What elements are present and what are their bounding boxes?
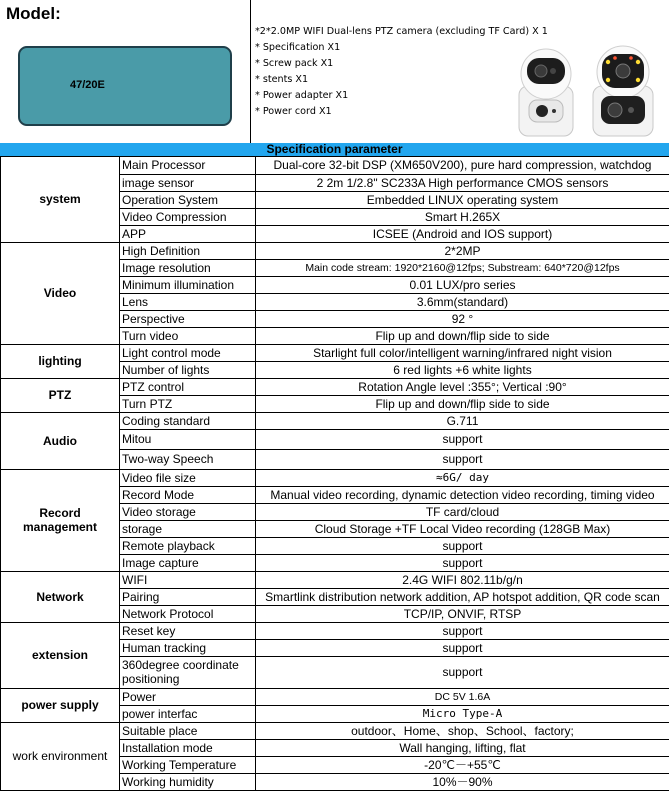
item-cell: Remote playback — [120, 537, 256, 554]
item-cell: Image capture — [120, 554, 256, 571]
category-cell: Audio — [1, 412, 120, 469]
value-cell: Wall hanging, lifting, flat — [256, 739, 669, 756]
item-cell: Installation mode — [120, 739, 256, 756]
value-cell: Main code stream: 1920*2160@12fps; Substream: 640*720@12fps — [256, 259, 669, 276]
value-cell: 6 red lights +6 white lights — [256, 361, 669, 378]
value-cell: G.711 — [256, 412, 669, 429]
model-code: 47/20E — [70, 79, 105, 91]
value-cell: 92 ° — [256, 310, 669, 327]
item-cell: Coding standard — [120, 412, 256, 429]
value-cell: Smartlink distribution network addition, AP hotspot addition, QR code scan — [256, 588, 669, 605]
item-cell: Human tracking — [120, 639, 256, 656]
item-cell: Record Mode — [120, 486, 256, 503]
model-cell — [0, 0, 251, 143]
package-item: * Power cord X1 — [255, 106, 332, 117]
spec-table — [0, 157, 669, 791]
item-cell: Reset key — [120, 622, 256, 639]
category-cell: lighting — [1, 344, 120, 378]
item-cell: Working humidity — [120, 773, 256, 790]
item-cell: storage — [120, 520, 256, 537]
item-cell: Mitou — [120, 429, 256, 449]
item-cell: Working Temperature — [120, 756, 256, 773]
value-cell: Cloud Storage +TF Local Video recording (128GB Max) — [256, 520, 669, 537]
item-cell: Suitable place — [120, 722, 256, 739]
item-cell: power interfac — [120, 705, 256, 722]
item-cell: APP — [120, 225, 256, 242]
category-cell: Network — [1, 571, 120, 622]
item-cell: Pairing — [120, 588, 256, 605]
value-cell: DC 5V 1.6A — [256, 688, 669, 705]
value-cell: Dual-core 32-bit DSP (XM650V200), pure hard compression, watchdog — [256, 157, 669, 174]
item-cell: Minimum illumination — [120, 276, 256, 293]
package-item: * Power adapter X1 — [255, 90, 349, 101]
item-cell: Main Processor — [120, 157, 256, 174]
value-cell: support — [256, 429, 669, 449]
model-badge — [18, 46, 232, 126]
category-cell: Record management — [1, 469, 120, 571]
category-cell: power supply — [1, 688, 120, 722]
category-cell: Video — [1, 242, 120, 344]
camera-right — [593, 46, 653, 136]
item-cell: 360degree coordinate positioning — [120, 656, 256, 688]
package-item: * stents X1 — [255, 74, 309, 85]
header — [0, 0, 669, 144]
value-cell: 2 2m 1/2.8" SC233A High performance CMOS sensors — [256, 174, 669, 191]
value-cell: support — [256, 537, 669, 554]
model-label: Model: — [6, 4, 61, 23]
item-cell: Video file size — [120, 469, 256, 486]
item-cell: Operation System — [120, 191, 256, 208]
package-list — [255, 24, 548, 120]
item-cell: High Definition — [120, 242, 256, 259]
item-cell: Turn PTZ — [120, 395, 256, 412]
item-cell: Video storage — [120, 503, 256, 520]
category-cell: system — [1, 157, 120, 242]
item-cell: Power — [120, 688, 256, 705]
item-cell: PTZ control — [120, 378, 256, 395]
value-cell: outdoor、Home、shop、School、factory; — [256, 722, 669, 739]
value-cell: Embedded LINUX operating system — [256, 191, 669, 208]
value-cell: ≈6G/ day — [256, 469, 669, 486]
category-cell: PTZ — [1, 378, 120, 412]
value-cell: 10%－90% — [256, 773, 669, 790]
value-cell: Flip up and down/flip side to side — [256, 395, 669, 412]
value-cell: support — [256, 639, 669, 656]
item-cell: Network Protocol — [120, 605, 256, 622]
package-item: *2*2.0MP WIFI Dual-lens PTZ camera (excluding TF Card) X 1 — [255, 26, 548, 37]
item-cell: Perspective — [120, 310, 256, 327]
value-cell: Micro Type-A — [256, 705, 669, 722]
value-cell: 2.4G WIFI 802.11b/g/n — [256, 571, 669, 588]
item-cell: Lens — [120, 293, 256, 310]
value-cell: Manual video recording, dynamic detection video recording, timing video — [256, 486, 669, 503]
item-cell: Turn video — [120, 327, 256, 344]
value-cell: support — [256, 656, 669, 688]
spec-title-bar: Specification parameter — [0, 143, 669, 157]
item-cell: WIFI — [120, 571, 256, 588]
value-cell: TF card/cloud — [256, 503, 669, 520]
camera-product-image — [513, 44, 663, 139]
value-cell: 2*2MP — [256, 242, 669, 259]
item-cell: Image resolution — [120, 259, 256, 276]
value-cell: Flip up and down/flip side to side — [256, 327, 669, 344]
value-cell: 3.6mm(standard) — [256, 293, 669, 310]
category-cell: extension — [1, 622, 120, 688]
camera-left — [519, 49, 573, 136]
value-cell: support — [256, 554, 669, 571]
package-item: * Screw pack X1 — [255, 58, 334, 69]
item-cell: Two-way Speech — [120, 449, 256, 469]
category-cell: work environment — [1, 722, 120, 790]
item-cell: Number of lights — [120, 361, 256, 378]
value-cell: Smart H.265X — [256, 208, 669, 225]
value-cell: 0.01 LUX/pro series — [256, 276, 669, 293]
value-cell: support — [256, 622, 669, 639]
value-cell: -20℃－+55℃ — [256, 756, 669, 773]
item-cell: Light control mode — [120, 344, 256, 361]
package-cell — [251, 0, 669, 143]
item-cell: image sensor — [120, 174, 256, 191]
value-cell: Starlight full color/intelligent warning/infrared night vision — [256, 344, 669, 361]
package-item: * Specification X1 — [255, 42, 341, 53]
value-cell: TCP/IP, ONVIF, RTSP — [256, 605, 669, 622]
value-cell: Rotation Angle level :355°; Vertical :90° — [256, 378, 669, 395]
value-cell: ICSEE (Android and IOS support) — [256, 225, 669, 242]
item-cell: Video Compression — [120, 208, 256, 225]
value-cell: support — [256, 449, 669, 469]
